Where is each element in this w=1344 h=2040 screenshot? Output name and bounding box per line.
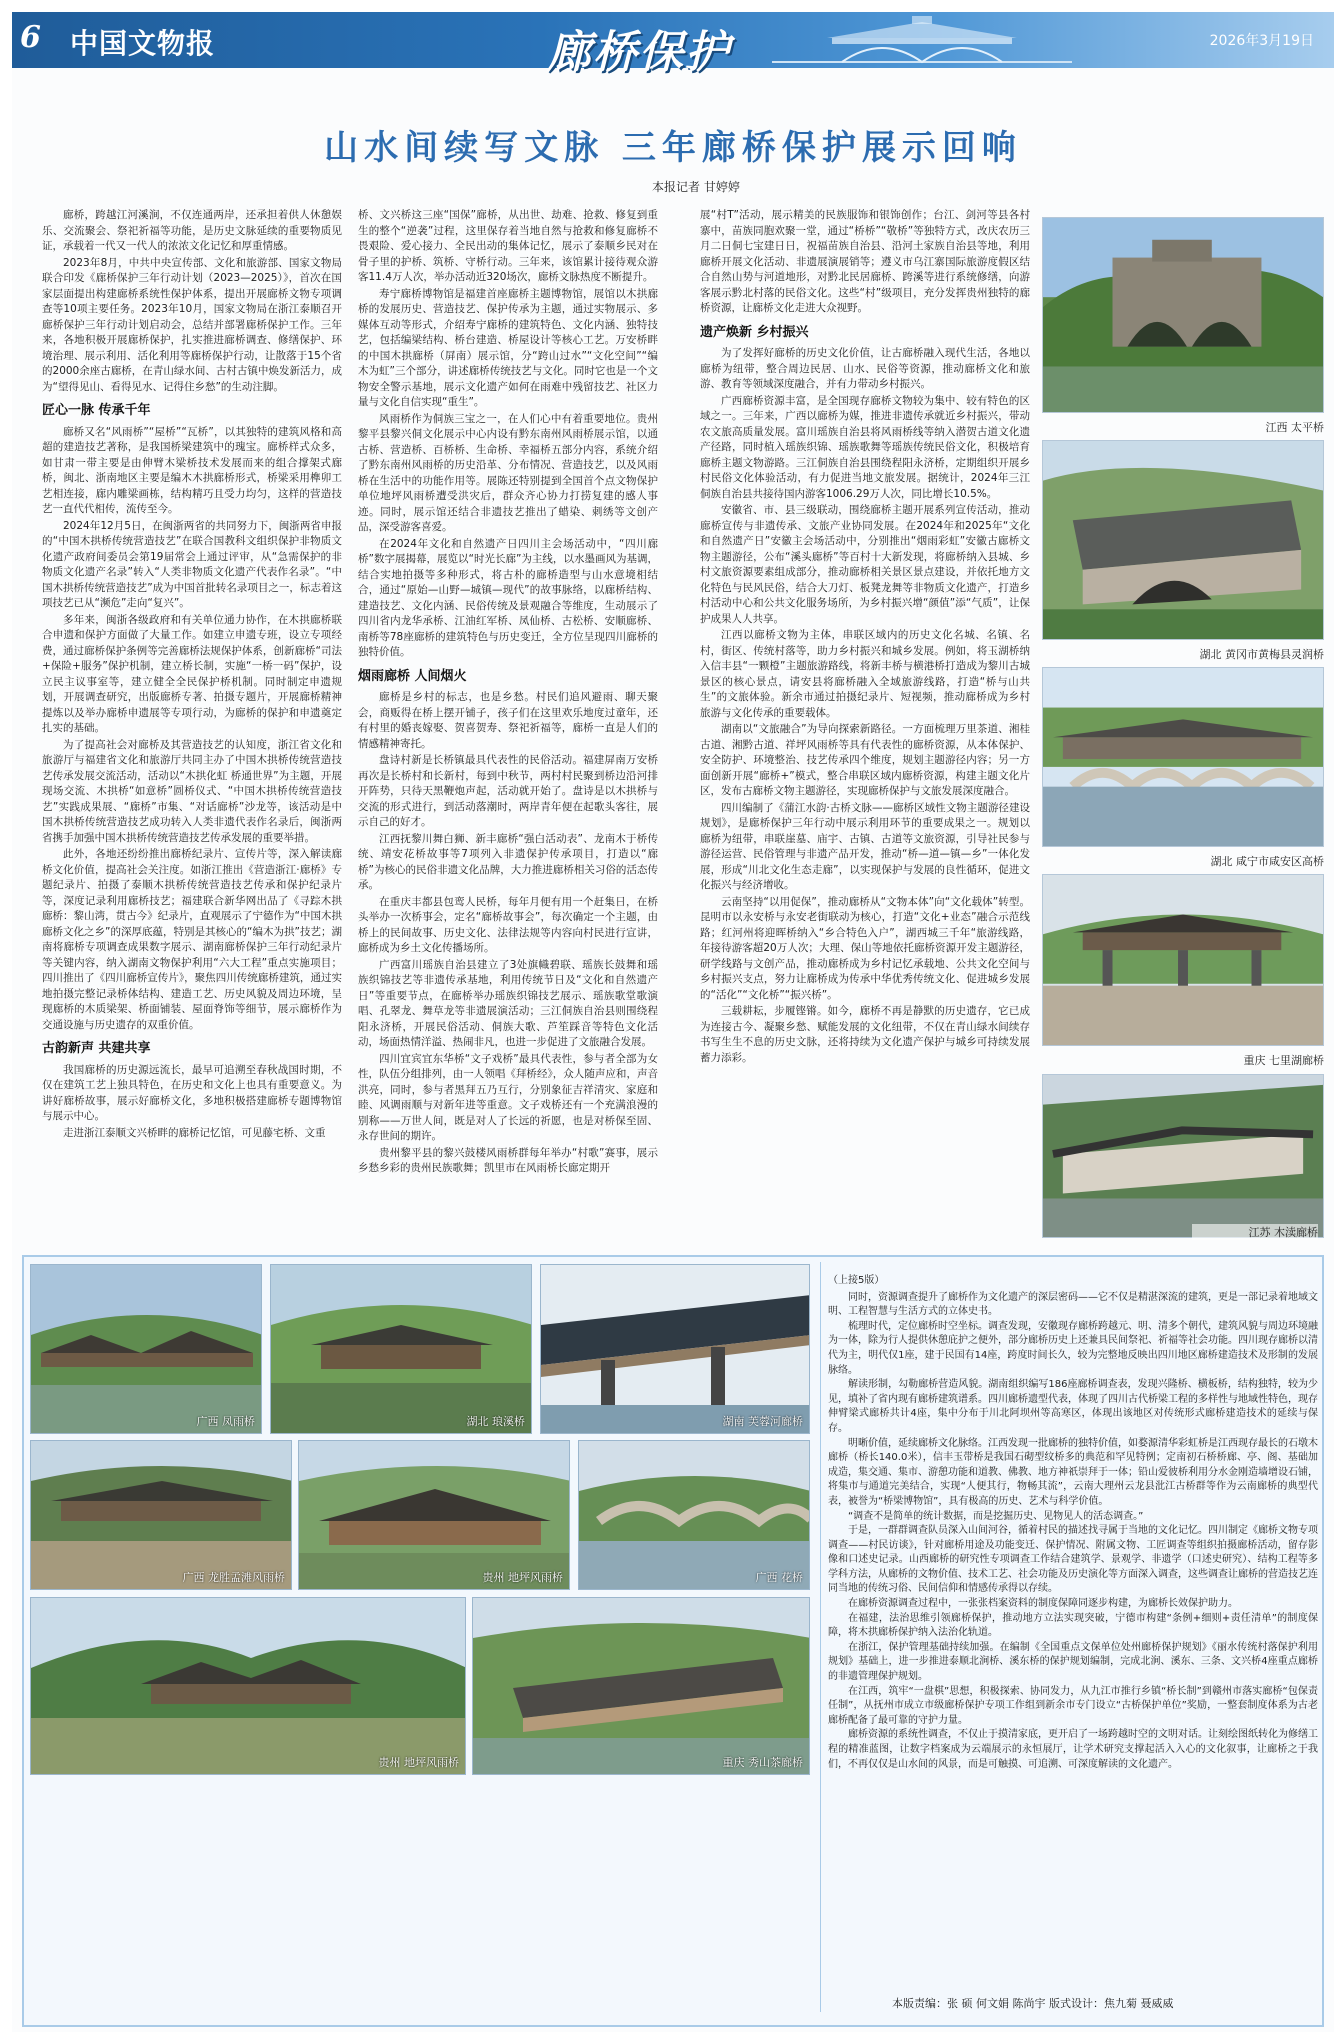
divider bbox=[820, 1262, 821, 2012]
continued-marker: （上接5版） bbox=[828, 1275, 885, 1286]
paragraph: 梳理时代，定位廊桥时空坐标。调查发现，安徽现存廊桥跨越元、明、清多个朝代，建筑风貌与周边环境融为一体，除为行人提供休憩庇护之便外，部分廊桥历史上还兼具民间祭祀、祈福等社会功能。四川现存廊桥以清代为主，明代仅1座，建于民国有14座，跨度时间长久，较为完整地反映出四川地区廊桥建造技术及形制的发展脉络。 bbox=[828, 1320, 1318, 1376]
paragraph: 在廊桥资源调查过程中，一张张档案资料的制度保障同逐步构建，为廊桥长效保护助力。 bbox=[848, 1598, 1238, 1610]
paragraph: 展“村T”活动，展示精美的民族服饰和银饰创作；台江、剑河等县各村寨中，苗族同胞欢聚一堂，通过“桥桥”“敬桥”等独特方式，改庆农历三月二日侗七宝建日日，祝福苗族自治县、沿河土家族自治县等地，利用廊桥开展文化活动、非遗展演展销等；遵义市乌江寨国际旅游度假区结合自然山势与河道地形，对黔北民居廊桥、跨溪等进行系统修缮，向游客展示黔北村落的民俗文化。这些“村”级项目，充分发挥贵州独特的廊桥资源，让廊桥文化走进大众视野。 bbox=[700, 209, 1030, 314]
paragraph: 廊桥又名“风雨桥”“屋桥”“瓦桥”，以其独特的建筑风格和高超的建造技艺著称，是我国桥梁建筑中的瑰宝。廊桥样式众多，如甘肃一带主要是由伸臂木梁桥技术发展而来的组合撑架式廊桥，闽北、浙南地区主要是编木木拱廊桥形式，桥梁采用榫卯工艺相连接，廊内雕梁画栋，结构精巧且受力均匀，这样的营造技艺一直代代相传，流传至今。 bbox=[42, 425, 342, 515]
bridge-photo-icon bbox=[299, 1441, 570, 1590]
paragraph: 多年来，闽浙各级政府和有关单位通力协作，在木拱廊桥联合申遗和保护方面做了大量工作。如建立申遗专班，设立专项经费，通过廊桥保护条例等完善廊桥法规保护体系，创新廊桥“司法+保险+服务”保护机制，建立桥长制，实施“一桥一码”保护，设立民主议事室等，建立健全全民保护桥机制。同时制定申遗规划，开展调查研究，出版廊桥专著、拍摄专题片，开展廊桥精神提炼以及举办廊桥申遗展等专项行动，为廊桥的保护和申遗奠定扎实的基础。 bbox=[42, 613, 342, 734]
newspaper-page bbox=[12, 12, 1334, 2032]
paragraph: 风雨桥作为侗族三宝之一，在人们心中有着重要地位。贵州黎平县黎兴侗文化展示中心内设有黔东南州风雨桥展示馆，以通古桥、营造桥、百桥桥、生命桥、幸福桥五部分内容，系统介绍了黔东南州风雨桥的历史沿革、分布情况、营造技艺，以及风雨桥在生活中的功能作用等。展陈还特别提到全国首个点文物保护单位地坪风雨桥遭受洪灾后，群众齐心协力打捞复建的感人事迹。同时，展示馆还结合非遗技艺推出了蜡染、刺绣等文创产品，深受游客喜爱。 bbox=[358, 412, 658, 533]
paragraph: 在重庆丰都县包鸾人民桥，每年月便有用一个赶集日，在桥头举办一次桥事会，定名“廊桥故事会”，每次确定一个主题，由桥上的民间故事、历史文化、法律法规等内容向村民进行宣讲，廊桥成为乡土文化传播场所。 bbox=[358, 895, 658, 954]
paragraph: 贵州黎平县的黎兴鼓楼风雨桥群每年举办“村歌”赛事，展示乡愁乡彩的贵州民族歌舞；凯里市在风雨桥长廊定期开 bbox=[358, 1146, 658, 1174]
photo-mudu-bridge bbox=[1042, 1074, 1324, 1238]
paragraph: 廊桥是乡村的标志，也是乡愁。村民们追风避雨、聊天聚会，商贩得在桥上摆开铺子，孩子们在这里欢乐地度过童年，还有村里的婚丧嫁娶、贺喜贺寿、祭祀祈福等，廊桥一直是人们的情感精神寄托。 bbox=[358, 691, 658, 750]
paragraph: 明晰价值，延续廊桥文化脉络。江西发现一批廊桥的独特价值，如婺源清华彩虹桥是江西现存最长的石墩木廊桥（桥长140.0米），信丰玉带桥是我国石砌型纹桥多的典范和罕见特例；定南初石桥桥廊、亭、阁、基础加成造，集交通、集市、游憩功能和道教、佛教、地方神祇崇拜于一体；铅山爱彼桥利用分水金刚造墙增设石铺，将集市与通道完美结合，实现“人便其行，物畅其流”，云南大理州云龙县沘江古桥群等作为云南廊桥的典型代表，被誉为“桥梁博物馆”，具有极高的历史、艺术与科学价值。 bbox=[828, 1437, 1318, 1507]
photo-caption: 湖北 咸宁市咸安区高桥 bbox=[1210, 855, 1324, 868]
photo-caption: 湖北 黄冈市黄梅县灵润桥 bbox=[1199, 648, 1324, 661]
paragraph: 廊桥资源的系统性调查，不仅止于摸清家底，更开启了一场跨越时空的文明对话。让刻绘图纸转化为修缮工程的精准蓝图，让数字档案成为云端展示的永恒展厅，让学术研究支撑起活入入心的文化叙事，让廊桥之于我们，不再仅仅是山水间的风景，而是可触摸、可追溯、可深度解读的文化遗产。 bbox=[828, 1729, 1318, 1770]
paragraph: 在2024年文化和自然遗产日四川主会场活动中，“四川廊桥”数字展揭幕，展览以“时光长廊”为主线，以水墨画风为基调，结合实地拍摄等多种形式，将古朴的廊桥造型与山水意境相结合，通过“原始—山野—城镇—现代”的故事脉络，以廊桥结构、建造技艺、文化内涵、民俗传统及景观融合等维度，生动展示了四川省内龙华承桥、江油红军桥、凤仙桥、古松桥、安顺廊桥、南桥等78座廊桥的建筑特色与历史变迁，全方位呈现四川廊桥的独特价值。 bbox=[358, 537, 658, 658]
paragraph: 安徽省、市、县三级联动，围绕廊桥主题开展系列宣传活动，推动廊桥宣传与非遗传承、文旅产业协同发展。在2024年和2025年“文化和自然遗产日”安徽主会场活动中，分别推出“烟雨彩虹”安徽古廊桥文物主题游径，公布“溪头廊桥”等百村十大新发现，将廊桥纳入县城、乡村文旅资源要素组成部分，推动廊桥相关景区景点建设，并依托地方文化特色与民风民俗，结合大刀灯、板凳龙舞等非物质文化遗产，打造乡村活动中心和公共文化服务场所，为乡村振兴增“颜值”添“气质”，让保护成果人人共享。 bbox=[700, 504, 1030, 625]
paper-name: 中国文物报 bbox=[70, 27, 216, 60]
paragraph: 在浙江，保护管理基础持续加强。在编制《全国重点文保单位处州廊桥保护规划》《丽水传统村落保护利用规划》基础上，进一步推进泰顺北涧桥、溪东桥的保护规划编制，完成北涧、溪东、三条、文兴桥4座重点廊桥的非遗管理保护规划。 bbox=[828, 1641, 1318, 1683]
photo-caption: 贵州 地坪风雨桥 bbox=[378, 1756, 459, 1769]
bridge-photo-icon bbox=[31, 1598, 466, 1775]
bridge-photo-icon bbox=[541, 1265, 810, 1434]
section-title: 廊桥保护 bbox=[547, 27, 731, 78]
photo-caption: 广西 龙胜孟滩风雨桥 bbox=[182, 1571, 285, 1584]
bridge-photo-icon bbox=[271, 1265, 532, 1434]
masthead bbox=[12, 12, 1334, 78]
paragraph: 此外，各地还纷纷推出廊桥纪录片、宣传片等，深入解读廊桥文化价值，提高社会关注度。如浙江推出《营造浙江·廊桥》专题纪录片、拍摄了泰顺木拱桥传统营造技艺传承和保护纪录片等，深度记录利用廊桥技艺；福建联合新华网出品了《寻踪木拱廊桥：黎山湾，贯古今》纪录片，直观展示了宁德作为“中国木拱廊桥文化之乡”的深厚底蕴，特别是其核心的“编木为拱”技艺；湖南将廊桥专项调查成果数字展示、湖南廊桥保护三年行动纪录片等关键内容，纳入湖南文物保护利用“六大工程”重点实施项目；四川推出了《四川廊桥宣传片》，聚焦四川传统廊桥建筑，通过实地拍摄完整记录桥体结构、建造工艺、历史风貌及周边环境，呈现廊桥的木质梁架、桥面铺装、屋面脊饰等细节，展示廊桥作为交通设施与历史遗存的双重价值。 bbox=[42, 848, 342, 1031]
photo-gallery-item bbox=[270, 1264, 532, 1434]
paragraph: 在江西，筑牢“一盘棋”思想，积极探索、协同发力，从九江市推行乡镇“桥长制”到赣州市落实廊桥“包保责任制”，从抚州市成立市级廊桥保护专项工作组到新余市专门设立“古桥保护单位”奖励，一整套制度体系为古老廊桥配备了最可靠的守护力量。 bbox=[828, 1685, 1318, 1726]
photo-caption: 重庆 七里湖廊桥 bbox=[1243, 1054, 1324, 1067]
paragraph: 为了发挥好廊桥的历史文化价值，让古廊桥融入现代生活，各地以廊桥为纽带，整合周边民居、山水、民俗等资源，推动廊桥文化和旅游、教育等领域深度融合，并有力带动乡村振兴。 bbox=[700, 347, 1030, 390]
paragraph: 我国廊桥的历史源远流长，最早可追溯至春秋战国时期，不仅在建筑工艺上独具特色，在历史和文化上也具有重要意义。为讲好廊桥故事，展示好廊桥文化，多地积极搭建廊桥专题博物馆与展示中心。 bbox=[42, 1063, 342, 1122]
photo-caption: 广西 凤雨桥 bbox=[196, 1415, 255, 1428]
paragraph: 盘诗村新是长桥镇最具代表性的民俗活动。福建屏南万安桥再次是长桥村和长新村，每到中秋节，两村村民聚到桥边沿河排开阵势，只待天黑鞭炮声起，活动就开始了。盘诗是以木拱桥与交流的形式进行，到活动落潮时，两岸青年便在起歌头客往，展示自己的好才。 bbox=[358, 754, 658, 828]
photo-caption: 湖南 芙蓉河廊桥 bbox=[722, 1415, 803, 1428]
photo-gallery-item bbox=[472, 1597, 810, 1775]
photo-gallery-item bbox=[578, 1440, 810, 1590]
paragraph: 2024年12月5日，在闽浙两省的共同努力下，闽浙两省申报的“中国木拱桥传统营造技艺”在联合国教科文组织保护非物质文化遗产政府间委员会第19届常会上通过评审，从“急需保护的非物质文化遗产名录”转入“人类非物质文化遗产代表作名录”。“中国木拱桥传统营造技艺”成为中国首批转名录项目之一，标志着这项技艺已从“濒危”走向“复兴”。 bbox=[42, 519, 342, 609]
article-column-1 bbox=[42, 208, 342, 1233]
paragraph: 三载耕耘，步履铿锵。如今，廊桥不再是静默的历史遗存，它已成为连接古今、凝聚乡愁、赋能发展的文化纽带，不仅在青山绿水间续存书写生生不息的历史文脉，还将持续为文化遗产保护与城乡可持续发展蓄力添彩。 bbox=[700, 1005, 1030, 1064]
photo-gallery-item bbox=[298, 1440, 570, 1590]
subheading: 遗产焕新 乡村振兴 bbox=[700, 324, 809, 340]
photo-caption: 湖北 琅溪桥 bbox=[466, 1415, 525, 1428]
photo-lingrun-bridge bbox=[1042, 440, 1324, 640]
paragraph: 为了提高社会对廊桥及其营造技艺的认知度，浙江省文化和旅游厅与福建省文化和旅游厅共同主办了中国木拱桥传统营造技艺传承发展交流活动，活动以“木拱化虹 桥通世界”为主题，开展现场交流、木拱桥“如意桥”圆桥仪式、“中国木拱桥传统营造技艺”实践成果展、“廊桥”市集、“对话廊桥”沙龙等，该活动是中国木拱桥传统营造技艺成功转入人类非遗代表作名录后，闽浙两省携手加强中国木拱桥传统营造技艺传承发展的重要举措。 bbox=[42, 738, 342, 844]
bridge-photo-icon bbox=[473, 1598, 810, 1775]
photo-caption: 江苏 木渎廊桥 bbox=[1192, 1224, 1318, 1240]
editor-credits: 本版责编：张 硕 何文娟 陈尚宇 版式设计：焦九菊 聂威威 bbox=[892, 1997, 1174, 2010]
photo-gallery-item bbox=[30, 1440, 292, 1590]
paragraph: 桥、文兴桥这三座“国保”廊桥，从出世、劫难、抢救、修复到重生的整个“逆袭”过程，这里保存着当地自然与抢救和修复廊桥不畏艰险、爱心接力、全民出动的集体记忆，展示了泰顺乡民对在骨子里的护桥、筑桥、守桥行动。三年来，该馆累计接待观众游客11.4万人次，举办活动近320场次，廊桥文脉热度不断提升。 bbox=[358, 209, 658, 283]
paragraph: 广西廊桥资源丰富，是全国现存廊桥文物较为集中、较有特色的区域之一。三年来，广西以廊桥为媒，推进非遗传承就近乡村振兴，带动农文旅高质量发展。富川瑶族自治县将风雨桥线等纳入潜贺古道文化遗产径路，同时植入瑶族织锦、瑶族歌舞等瑶族传统民俗文化，积极培育廊桥主题文物游路。三江侗族自治县围绕程阳永济桥，定期组织开展乡村民俗文化体验活动，有力促进当地文旅发展。据统计，2024年三江侗族自治县共接待国内游客1006.29万人次，同比增长10.5%。 bbox=[700, 394, 1030, 500]
paragraph: 四川编制了《蒲江水韵·古桥文脉——廊桥区域性文物主题游径建设规划》，是廊桥保护三年行动中展示利用环节的重要成果之一。规划以廊桥为纽带，串联崖墓、庙宇、古镇、古道等文旅资源，引导社民参与游径运营、民俗管理与非遗产品开发，推动“桥—道—镇—乡”一体化发展，形成“川北文化生态走廊”，以实现保护与发展的良性循环，促进文化振兴与经济增收。 bbox=[700, 801, 1030, 891]
subheading: 烟雨廊桥 人间烟火 bbox=[358, 668, 467, 684]
paragraph: 于是，一群群调查队员深入山间河谷，循着村民的描述找寻属于当地的文化记忆。四川制定《廊桥文物专项调查——村民访谈》，针对廊桥用途及功能变迁、保护情况、附属文物、工匠调查等组织拍摄廊桥活动，留存影像和口述史记录。山西廊桥的研究性专项调查工作结合建筑学、景观学、非遗学（口述史研究）、结构工程等多学科方法，从廊桥的文物价值、技术工艺、社会功能及历史演化等方面深入调查，这些调查让廊桥的营造技艺连同当地的传统习俗、民间信仰和情感传承得以存续。 bbox=[828, 1525, 1318, 1595]
photo-caption: 贵州 地坪风雨桥 bbox=[482, 1571, 563, 1584]
paragraph: 江西以廊桥文物为主体，串联区域内的历史文化名城、名镇、名村，街区、传统村落等，助力乡村振兴和城乡发展。例如，将玉湖桥纳入信丰县“一颗橙”主题旅游路线，将新丰桥与横港桥打造成为黎川古城景区的核心景点，请安县将廊桥融入全域旅游线路，打造“桥与山共生”的文旅体验。新余市通过拍摄纪录片、短视频，推动廊桥成为乡村旅游与文化传承的重要载体。 bbox=[700, 629, 1030, 719]
continued-article bbox=[828, 1274, 1318, 1944]
issue-date: 2026年3月19日 bbox=[1209, 33, 1314, 49]
paragraph: 在福建，法治思维引领廊桥保护，推动地方立法实现突破，宁德市构建“条例+细则+责任清单”的制度保障，将木拱廊桥保护纳入法治化轨道。 bbox=[828, 1612, 1318, 1639]
paragraph: 走进浙江泰顺文兴桥畔的廊桥记忆馆，可见藤宅桥、文重 bbox=[63, 1126, 326, 1139]
page-number: 6 bbox=[20, 20, 41, 55]
article-column-2 bbox=[358, 208, 658, 1233]
photo-taiping-bridge bbox=[1042, 217, 1324, 413]
paragraph: 同时，资源调查提升了廊桥作为文化遗产的深层密码——它不仅是精湛深流的建筑，更是一部记录着地域文明、工程智慧与生活方式的立体史书。 bbox=[828, 1291, 1318, 1318]
subheading: 古韵新声 共建共享 bbox=[42, 1041, 151, 1056]
paragraph: 四川宜宾宜东华桥“文子戏桥”最具代表性，参与者全部为女性，队伍分组排列，由一人领唱《拜桥经》，众人随声应和，声音洪亮，同时，参与者黑拜五乃互行，分别象征吉祥清灾、家庭和睦、风调雨顺与对新年进等重意。文子戏桥还有一个充满浪漫的别称——万世人间，既是对人了长远的祈愿，也是对桥保至固、永存世间的期许。 bbox=[358, 1052, 658, 1142]
photo-gallery-item bbox=[30, 1264, 262, 1434]
subheading: 匠心一脉 传承千年 bbox=[42, 403, 151, 418]
paragraph: 寿宁廊桥博物馆是福建首座廊桥主题博物馆，展馆以木拱廊桥的发展历史、营造技艺、保护传承为主题，通过实物展示、多媒体互动等形式，介绍寿宁廊桥的建筑特色、文化内涵、独特技艺，包括编梁结构、桥台建造、桥屋设计等核心工艺。万安桥畔的中国木拱廊桥（屏南）展示馆，分“跨山过水”“文化空间”“编木为虹”三个部分，讲述廊桥传统技艺与文化。同时它也是一个文物安全警示基地，展示文化遗产如何在雨难中残留技艺、社区力量与文化自信实现“重生”。 bbox=[358, 287, 658, 408]
article-column-3 bbox=[700, 208, 1030, 1233]
headline: 山水间续写文脉 三年廊桥保护展示回响 bbox=[324, 128, 1022, 168]
paragraph: 2023年8月，中共中央宣传部、文化和旅游部、国家文物局联合印发《廊桥保护三年行动计划（2023—2025）》，首次在国家层面提出构建廊桥系统性保护体系，提出开展廊桥文物专项调查等10项主要任务。2023年10月，国家文物局在浙江泰顺召开廊桥保护三年行动计划启动会，总结并部署廊桥保护工作。三年来，各地积极开展廊桥保护，扎实推进廊桥调查、修缮保护、环境治理、展示利用、活化利用等廊桥保护行动，让散落于15个省的2000余座古廊桥，在青山绿水间、古村古镇中焕发新活力，成为“望得见山、看得见水、记得住乡愁”的生动注脚。 bbox=[42, 256, 342, 393]
paragraph: 湖南以“文旅融合”为导向探索新路径。一方面梳理万里茶道、湘桂古道、湘黔古道、祥坪风雨桥等具有代表性的廊桥资源，从本体保护、安全防护、环境整治、技艺传承四个维度，规划主题游径内容；另一方面创新开展“廊桥+”模式，整合串联区域内廊桥资源，构建主题文化片区，发布古廊桥文物主题游径，实现廊桥保护与文旅发展深度融合。 bbox=[700, 723, 1030, 797]
paragraph: 云南坚持“以用促保”，推动廊桥从“文物本体”向“文化载体”转型。昆明市以永安桥与永安老街联动为核心，打造“文化+业态”融合示范线路；红河州将迎晖桥纳入“乡合特色入户”，湖西城三千年“旅游线路，年接待游客超20万人次；大理、保山等地依托廊桥资源开发主题游径，研学线路与文创产品，推动廊桥成为乡村记忆承载地、公共文化空间与乡村振兴支点，努力让廊桥成为传承中华优秀传统文化、促进城乡发展的“活化”“文化桥”“振兴桥”。 bbox=[700, 895, 1030, 1001]
paragraph: “调查不是简单的统计数据，而是挖掘历史、见物见人的活态调查。” bbox=[848, 1510, 1144, 1522]
photo-caption: 广西 花桥 bbox=[755, 1571, 803, 1584]
photo-caption: 重庆 秀山茶廊桥 bbox=[722, 1756, 803, 1769]
paragraph: 广西富川瑶族自治县建立了3处旗幟碧联、瑶族长鼓舞和瑶族织锦技艺等非遗传承基地，利用传统节日及“文化和自然遗产日”等重要节点，在廊桥举办瑶族织锦技艺展示、瑶族歌堂歌演唱、孔翠龙、舞草龙等非遗展演活动；三江侗族自治县则围绕程阳永济桥，开展民俗活动、侗族大歌、芦笙踩音等特色文化活动，场面热情洋溢、热闹非凡，也进一步促进了文旅融合发展。 bbox=[358, 958, 658, 1048]
photo-qilihu-bridge bbox=[1042, 874, 1324, 1046]
paragraph: 解读形制，勾勒廊桥营造风貌。湖南组织编写186座廊桥调查表，发现兴隆桥、横板桥，结构独特，较为少见，填补了省内现有廊桥建筑谱系。四川廊桥遗型代表，体现了四川古代桥梁工程的多样性与地域性特色，现存伸臂梁式廊桥共计4座，集中分布于川北阿坝州等高寒区，体现出该地区对传统形式廊桥建造技术的延续与保存。 bbox=[828, 1379, 1318, 1434]
bridge-photo-icon bbox=[31, 1265, 262, 1434]
bridge-photo-icon bbox=[579, 1441, 810, 1590]
bridge-photo-icon bbox=[31, 1441, 292, 1590]
photo-gallery-item bbox=[540, 1264, 810, 1434]
byline: 本报记者 甘婷婷 bbox=[652, 180, 740, 194]
paragraph: 廊桥，跨越江河溪涧，不仅连通两岸，还承担着供人休憩娱乐、交流聚会、祭祀祈福等功能，是历史文脉延续的重要物质见证，承载着一代又一代人的浓浓文化记忆和厚重情感。 bbox=[42, 209, 342, 252]
photo-gallery-item bbox=[30, 1597, 466, 1775]
bridge-silhouette-icon bbox=[772, 16, 1072, 66]
paragraph: 江西抚黎川舞白狮、新丰廊桥“强白活动表”、龙南木于桥传统、靖安花桥故事等7项列入非遗保护传承项目，打造以“廊桥”为核心的民俗非遗文化品牌，大力推进廊桥相关习俗的活态传承。 bbox=[358, 832, 658, 891]
photo-caption: 江西 太平桥 bbox=[1265, 421, 1324, 434]
photo-gaoqiao-bridge bbox=[1042, 667, 1324, 847]
